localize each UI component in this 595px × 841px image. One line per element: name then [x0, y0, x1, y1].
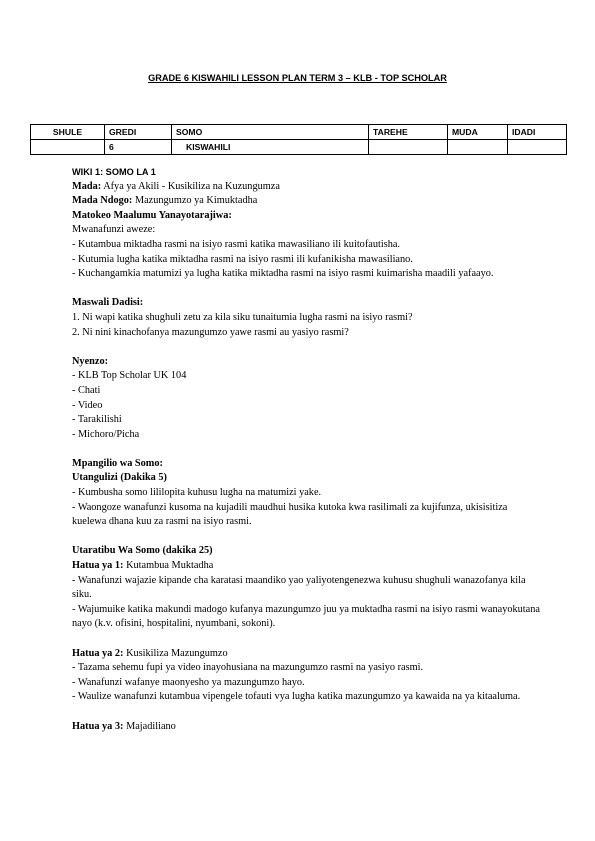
maswali-heading: Maswali Dadisi:: [72, 297, 144, 309]
hatua-2-heading: Hatua ya 2: Kusikiliza Mazungumzo: [72, 647, 228, 659]
mada-line: Mada: Afya ya Akili - Kusikiliza na Kuzungumza: [72, 180, 280, 192]
list-item: - Wajumuike katika makundi madogo kufanya mazungumzo juu ya muktadha rasmi na isiyo rasmi wanayokutana nayo (k.v. ofisini, hospitalini, nyumbani, sokoni).: [72, 603, 540, 630]
list-item: - Kumbusha somo lililopita kuhusu lugha na matumizi yake.: [72, 487, 322, 499]
table-row: [31, 140, 567, 155]
list-item: - Michoro/Picha: [72, 428, 140, 440]
table-header-row: [31, 125, 567, 140]
header-shule: SHULE: [31, 125, 105, 140]
utaratibu-heading: Utaratibu Wa Somo (dakika 25): [72, 545, 213, 557]
matokeo-intro: Mwanafunzi aweze:: [72, 224, 156, 236]
cell-muda: [448, 140, 508, 155]
lesson-info-table: [30, 124, 567, 155]
list-item: - Kutambua miktadha rasmi na isiyo rasmi katika mawasiliano ili kuitofautisha.: [72, 238, 400, 250]
header-gredi: GREDI: [105, 125, 172, 140]
cell-tarehe: [369, 140, 448, 155]
mada-ndogo-line: Mada Ndogo: Mazungumzo ya Kimuktadha: [72, 195, 258, 207]
cell-gredi: 6: [105, 140, 172, 155]
list-item: - Wanafunzi wajazie kipande cha karatasi maandiko yao yaliyotengenezwa kuhusu shughuli wanazofanya kila siku.: [72, 574, 526, 601]
hatua-1-heading: Hatua ya 1: Kutambua Muktadha: [72, 560, 214, 572]
lesson-content: [72, 165, 542, 734]
list-item: - Kuchangamkia matumizi ya lugha katika miktadha rasmi na isiyo rasmi kuimarisha maadili yafaayo.: [72, 268, 494, 280]
utangulizi-heading: Utangulizi (Dakika 5): [72, 472, 167, 484]
list-item: - Waongoze wanafunzi kusoma na kujadili maudhui husika kutoka kwa rasilimali za kujifunza, ukisisitiza kuelewa dhana kuu za rasmi na isiyo rasmi.: [72, 501, 508, 528]
cell-somo: KISWAHILI: [172, 140, 369, 155]
header-idadi: IDADI: [508, 125, 567, 140]
list-item: - Wanafunzi wafanye maonyesho ya mazungumzo hayo.: [72, 676, 305, 688]
matokeo-heading: Matokeo Maalumu Yanayotarajiwa:: [72, 209, 232, 221]
header-tarehe: TAREHE: [369, 125, 448, 140]
hatua-3-heading: Hatua ya 3: Majadiliano: [72, 720, 176, 732]
list-item: - Tarakilishi: [72, 414, 122, 426]
list-item: - Waulize wanafunzi kutambua vipengele tofauti vya lugha katika mazungumzo ya kawaida na ya kitaaluma.: [72, 691, 521, 703]
mpangilio-heading: Mpangilio wa Somo:: [72, 457, 163, 469]
list-item: - KLB Top Scholar UK 104: [72, 370, 187, 382]
cell-shule: [31, 140, 105, 155]
week-heading: WIKI 1: SOMO LA 1: [72, 167, 156, 177]
list-item: 1. Ni wapi katika shughuli zetu za kila siku tunaitumia lugha rasmi na isiyo rasmi?: [72, 311, 413, 323]
list-item: 2. Ni nini kinachofanya mazungumzo yawe rasmi au yasiyo rasmi?: [72, 326, 349, 338]
list-item: - Chati: [72, 384, 101, 396]
header-somo: SOMO: [172, 125, 369, 140]
cell-idadi: [508, 140, 567, 155]
list-item: - Video: [72, 399, 103, 411]
list-item: - Tazama sehemu fupi ya video inayohusiana na mazungumzo rasmi na yasiyo rasmi.: [72, 662, 424, 674]
page-title: GRADE 6 KISWAHILI LESSON PLAN TERM 3 – KLB - TOP SCHOLAR: [148, 73, 447, 83]
nyenzo-heading: Nyenzo:: [72, 355, 109, 367]
header-muda: MUDA: [448, 125, 508, 140]
list-item: - Kutumia lugha katika miktadha rasmi na isiyo rasmi ili kufanikisha mawasiliano.: [72, 253, 413, 265]
